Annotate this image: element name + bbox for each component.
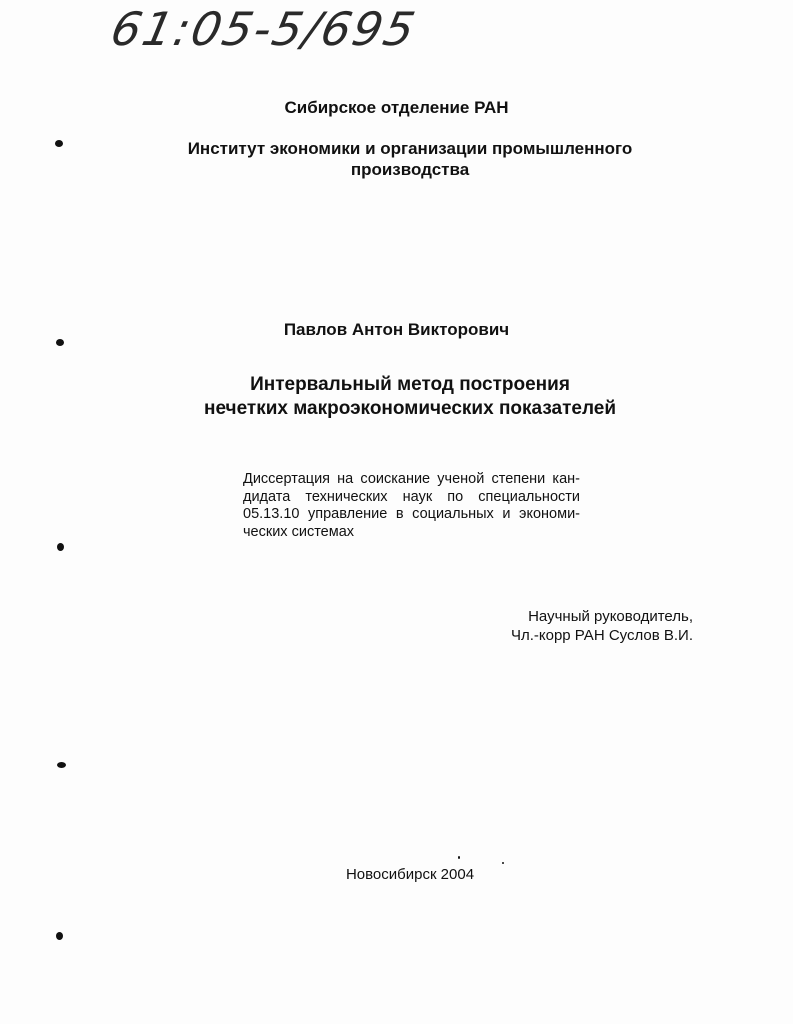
title-line-2: нечетких макроэкономических показателей (203, 398, 617, 419)
supervisor-block (511, 607, 693, 645)
institute-name (140, 138, 680, 180)
punch-mark-3 (57, 543, 64, 551)
punch-mark-4 (57, 762, 66, 768)
description-line-3: 05.13.10 управление в социальных и экономи- (243, 506, 580, 522)
scan-speck-2 (502, 862, 504, 864)
city-year: Новосибирск 2004 (345, 866, 475, 883)
punch-mark-1 (55, 140, 63, 147)
institute-line-1: Институт экономики и организации промышленного (187, 139, 633, 158)
description-line-4: ческих системах (243, 523, 355, 540)
author-name: Павлов Антон Викторович (283, 320, 510, 339)
punch-mark-5 (56, 932, 63, 940)
description-line-1: Диссертация на соискание ученой степени кан- (243, 471, 580, 487)
handwritten-archive-code: 61:05-5/695 (106, 2, 422, 56)
supervisor-name: Чл.-корр РАН Суслов В.И. (510, 627, 693, 644)
supervisor-label: Научный руководитель, (528, 608, 693, 625)
dissertation-title (160, 373, 660, 421)
dissertation-description (243, 471, 580, 541)
institute-line-2: производства (350, 160, 470, 179)
description-line-2: дидата технических наук по специальности (243, 488, 580, 505)
scan-speck-1 (458, 856, 460, 859)
punch-mark-2 (56, 339, 64, 346)
organization-name: Сибирское отделение РАН (284, 98, 509, 117)
title-line-1: Интервальный метод построения (250, 374, 570, 395)
